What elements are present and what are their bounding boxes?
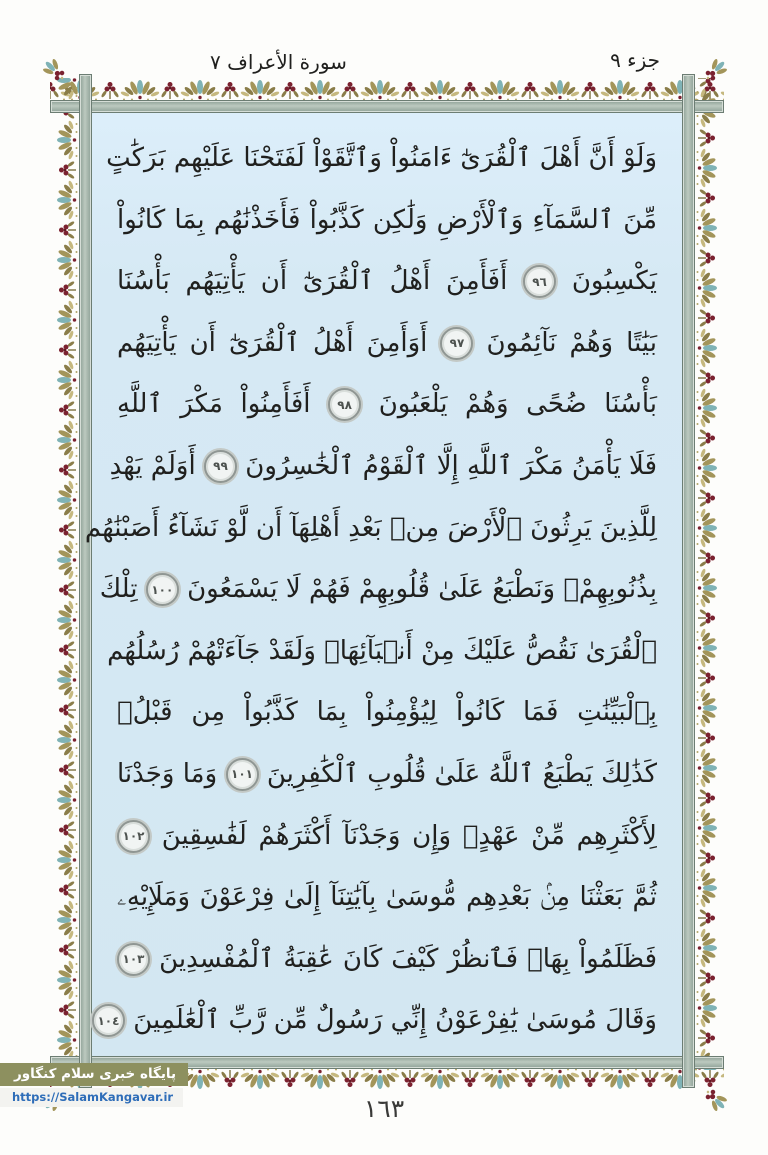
quran-line — [117, 190, 657, 252]
ayah-text: فَلَا يَأْمَنُ مَكْرَ ٱللَّهِ إِلَّا ٱلْقَوْمُ ٱلْخَٰسِرُونَ — [245, 450, 657, 481]
border-ornament-top-icon — [50, 75, 724, 101]
ayah-marker: ١٠٤ — [92, 1004, 125, 1037]
watermark-url: https://SalamKangavar.ir — [0, 1088, 183, 1107]
ayah-marker: ١٠١ — [226, 758, 259, 791]
quran-line — [117, 806, 657, 868]
ayah-text: وَمَا وَجَدْنَا — [117, 758, 218, 789]
ayah-text: مِّنَ ٱلسَّمَآءِ وَٱلْأَرْضِ وَلَٰكِن كَذَّبُواْ فَأَخَذْنَٰهُم بِمَا كَانُواْ — [117, 204, 657, 235]
quran-line — [109, 436, 657, 498]
frame-bar-top — [50, 100, 724, 113]
ayah-text: بِذُنُوبِهِمْۚ وَنَطْبَعُ عَلَىٰ قُلُوبِهِمْ فَهُمْ لَا يَسْمَعُونَ — [187, 574, 657, 605]
ayah-marker: ٩٨ — [328, 388, 361, 421]
ayah-text: ثُمَّ بَعَثْنَا مِنۢ بَعْدِهِم مُّوسَىٰ بِآيَٰتِنَآ إِلَىٰ فِرْعَوْنَ وَمَلَإِيْهِۦ — [117, 882, 657, 913]
quran-line — [117, 313, 657, 375]
surah-title: سورة الأعراف ٧ — [210, 50, 347, 74]
ayah-text: فَظَلَمُواْ بِهَاۖ فَٱنظُرْ كَيْفَ كَانَ عَٰقِبَةُ ٱلْمُفْسِدِينَ — [159, 943, 657, 974]
ayah-text: بَيَٰتًا وَهُمْ نَآئِمُونَ — [486, 327, 658, 358]
ayah-text: يَكْسِبُونَ — [571, 266, 657, 297]
ayah-marker: ١٠٠ — [146, 573, 179, 606]
quran-line — [99, 559, 657, 621]
quran-line — [117, 744, 657, 806]
frame-bar-left — [79, 74, 92, 1088]
quran-line — [117, 682, 657, 744]
ayah-text: لِلَّذِينَ يَرِثُونَ ٱلْأَرْضَ مِنۢ بَعْدِ أَهْلِهَآ أَن لَّوْ نَشَآءُ أَصَبْنَٰهُم — [84, 512, 657, 543]
border-ornament-right-icon — [696, 78, 722, 1070]
quran-line — [117, 251, 657, 313]
quran-line — [117, 929, 657, 991]
ayah-text: أَفَأَمِنَ أَهْلُ ٱلْقُرَىٰٓ أَن يَأْتِيَهُم بَأْسُنَا — [117, 266, 508, 297]
quran-line — [97, 990, 657, 1052]
ayah-text: ٱلْقُرَىٰ نَقُصُّ عَلَيْكَ مِنْ أَنۢبَآئِهَاۚ وَلَقَدْ جَآءَتْهُمْ رُسُلُهُم — [107, 635, 657, 666]
page-number: ١٦٣ — [363, 1094, 405, 1123]
quran-line — [117, 374, 657, 436]
ayah-marker: ١٠٣ — [117, 943, 150, 976]
watermark-title: پایگاه خبری سلام کنگاور — [0, 1063, 188, 1086]
watermark — [0, 1063, 188, 1107]
ayah-marker: ١٠٢ — [117, 820, 150, 853]
text-panel — [84, 113, 682, 1056]
quran-line — [107, 621, 657, 683]
ayah-text: وَقَالَ مُوسَىٰ يَٰفِرْعَوْنُ إِنِّي رَسُولٌ مِّن رَّبِّ ٱلْعَٰلَمِينَ — [133, 1005, 657, 1036]
ayah-marker: ٩٧ — [440, 327, 473, 360]
ayah-text: لِأَكْثَرِهِم مِّنْ عَهْدٍۖ وَإِن وَجَدْنَآ أَكْثَرَهُمْ لَفَٰسِقِينَ — [161, 820, 658, 851]
ayah-text: وَلَوْ أَنَّ أَهْلَ ٱلْقُرَىٰٓ ءَامَنُواْ وَٱتَّقَوْاْ لَفَتَحْنَا عَلَيْهِم بَرَكَٰتٍ — [106, 143, 657, 173]
quran-line — [84, 498, 657, 560]
quran-line — [106, 128, 657, 190]
ayah-text: أَوَأَمِنَ أَهْلُ ٱلْقُرَىٰٓ أَن يَأْتِيَهُم — [117, 327, 428, 358]
juz-label: جزء ٩ — [610, 48, 660, 72]
quran-line — [117, 867, 657, 929]
ayah-text: أَوَلَمْ يَهْدِ — [109, 450, 196, 481]
ayah-marker: ٩٦ — [523, 265, 556, 298]
border-ornament-left-icon — [52, 78, 78, 1070]
ayah-text: بِٱلْبَيِّنَٰتِ فَمَا كَانُواْ لِيُؤْمِنُواْ بِمَا كَذَّبُواْ مِن قَبْلُۚ — [117, 697, 657, 728]
ayah-text: بَأْسُنَا ضُحًى وَهُمْ يَلْعَبُونَ — [378, 389, 658, 420]
ayah-text: تِلْكَ — [99, 574, 138, 605]
quran-lines — [84, 113, 682, 1056]
frame-bar-right — [682, 74, 695, 1088]
ayah-text: أَفَأَمِنُواْ مَكْرَ ٱللَّهِ — [117, 389, 311, 420]
ayah-marker: ٩٩ — [204, 450, 237, 483]
ayah-text: كَذَٰلِكَ يَطْبَعُ ٱللَّهُ عَلَىٰ قُلُوبِ ٱلْكَٰفِرِينَ — [266, 758, 658, 789]
